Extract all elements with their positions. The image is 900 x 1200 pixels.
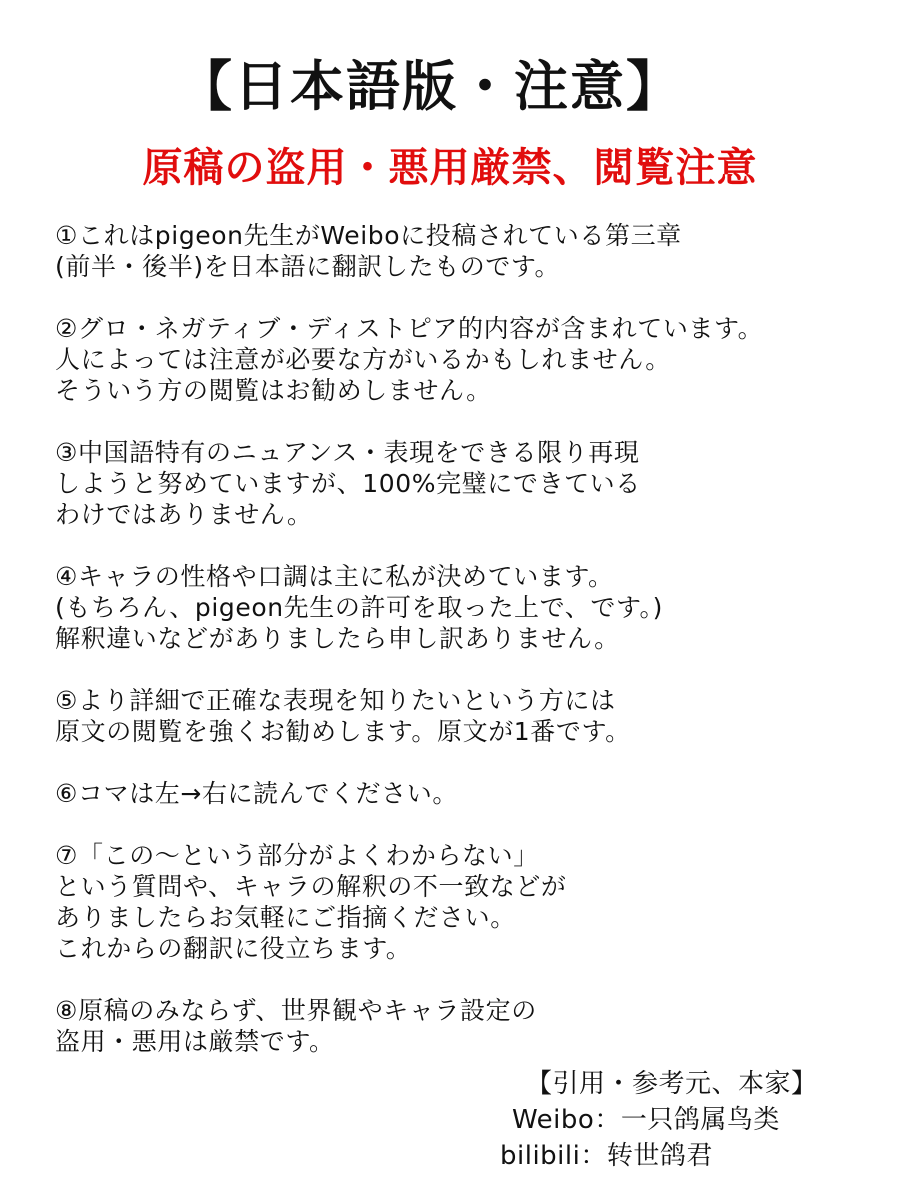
- note-line: ③中国語特有のニュアンス・表現をできる限り再現: [55, 438, 640, 467]
- note-item: [55, 840, 895, 964]
- note-line: 原文の閲覧を強くお勧めします。原文が1番です。: [55, 717, 631, 746]
- note-line: ②グロ・ネガティブ・ディストピア的内容が含まれています。: [55, 314, 764, 343]
- note-line: そういう方の閲覧はお勧めしません。: [55, 376, 492, 405]
- note-line: しようと努めていますが、100%完璧にできている: [55, 469, 641, 498]
- note-line: 解釈違いなどがありましたら申し訳ありません。: [55, 624, 620, 653]
- note-item: [55, 313, 895, 406]
- note-line: ありましたらお気軽にご指摘ください。: [55, 903, 516, 932]
- source-weibo: Weibo：一只鸽属鸟类: [512, 1105, 780, 1135]
- source-bilibili: bilibili：转世鸽君: [500, 1141, 713, 1171]
- page-title: 【日本語版・注意】: [178, 55, 682, 118]
- note-line: わけではありません。: [55, 500, 313, 529]
- sources-heading: 【引用・参考元、本家】: [526, 1069, 818, 1099]
- sources-block: [500, 1066, 890, 1174]
- note-line: ⑦「この～という部分がよくわからない」: [55, 841, 539, 870]
- note-line: ⑤より詳細で正確な表現を知りたいという方には: [55, 686, 616, 715]
- note-line: ⑧原稿のみならず、世界観やキャラ設定の: [55, 996, 537, 1025]
- note-line: ⑥コマは左→右に読んでください。: [55, 779, 458, 808]
- note-item: [55, 437, 895, 530]
- note-item: [55, 778, 895, 809]
- notes-list: [55, 220, 895, 1088]
- note-line: 人によっては注意が必要な方がいるかもしれません。: [55, 345, 671, 374]
- note-line: ④キャラの性格や口調は主に私が決めています。: [55, 562, 614, 591]
- note-item: [55, 685, 895, 747]
- note-line: (もちろん、pigeon先生の許可を取った上で、です。): [55, 593, 664, 622]
- note-line: という質問や、キャラの解釈の不一致などが: [55, 872, 567, 901]
- note-item: [55, 561, 895, 654]
- warning-subtitle: 原稿の盗用・悪用厳禁、閲覧注意: [142, 145, 758, 191]
- note-line: 盗用・悪用は厳禁です。: [55, 1027, 335, 1056]
- note-line: これからの翻訳に役立ちます。: [55, 934, 412, 963]
- note-item: [55, 995, 895, 1057]
- note-item: [55, 220, 895, 282]
- note-line: (前半・後半)を日本語に翻訳したものです。: [55, 252, 561, 281]
- note-line: ①これはpigeon先生がWeiboに投稿されている第三章: [55, 221, 682, 250]
